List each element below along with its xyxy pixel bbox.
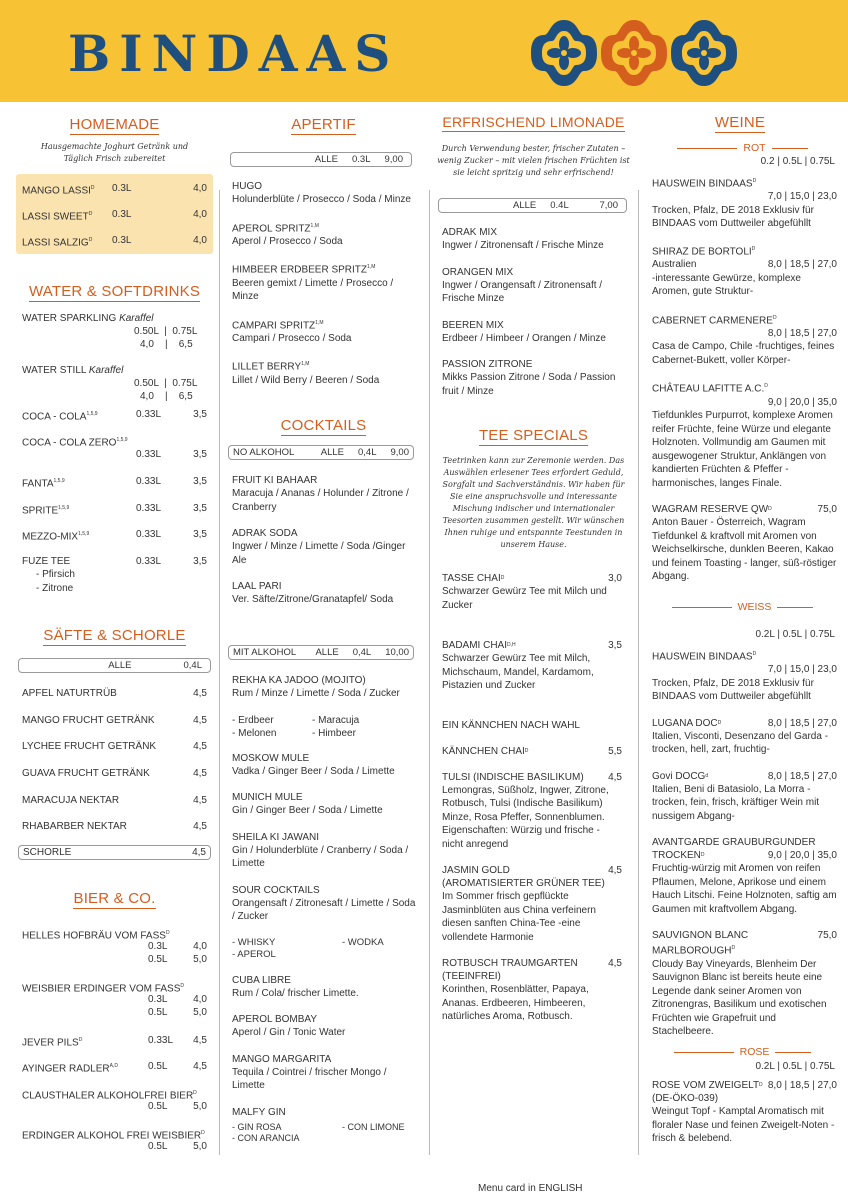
rot-list (652, 175, 837, 584)
list-item: APEROL $SPRITZ^{1,M}$ Aperol / Prosecco / Soda (232, 222, 343, 247)
list-item: HIMBEER ERDBEER $SPRITZ^{1,M}$ Beeren gemixt / Limette / Prosecco / Minze (232, 264, 394, 303)
header-banner (0, 0, 848, 102)
rot-sizes: 0.2 | 0.5L | 0.75L (760, 156, 835, 167)
tee-title: TEE SPECIALS (478, 427, 589, 444)
cocktails-title: COCKTAILS (280, 417, 367, 434)
list-item: MANGO FRUCHT GETRÄNK 4,5 (22, 715, 207, 726)
list-item: CUBA LIBRE Rum / Cola/ frischer Limette. (232, 974, 359, 999)
list-item: TULSI (INDISCHE BASILIKUM) 4,5 Lemongras, Süßholz, Ingwer, Zitrone, Rotbusch, Tulsi (Indische Basilikum) Minze, Rosa Pfeffer, Sonnenblumen. Eigenschaften: Würzig und frische - nicht anregend (442, 771, 622, 850)
list-item: GUAVA FRUCHT GETRÄNK 4,5 (22, 768, 207, 779)
list-item: APEROL BOMBAY Aperol / Gin / Tonic Water (232, 1014, 346, 1038)
list-item: ROTBUSCH TRAUMGARTEN 4,5 (TEEINFREI) Korinthen, Rosenblätter, Papaya, Ananas. Erdbeeren, Himbeeren, natürliches Aroma, Rotbusch. (442, 958, 622, 1022)
list-item: LASSI $SALZIG^D$ 0.3L 4,0 (22, 235, 207, 249)
na-header: NO ALKOHOL ALLE 0,4L 9,00 (228, 445, 414, 460)
list-item: JASMIN GOLD 4,5 (AROMATISIERTER GRÜNER TEE) Im Sommer frisch gepflückte Jasminblüten aus China verfeinern diesen sanften China-Tee -eine vollendete Harmonie (442, 865, 622, 943)
rose-label: ROSE (650, 1046, 835, 1058)
list-item: WAGRAM RESERVE QW D 75,0 Anton Bauer - Österreich, Wagram Tiefdunkel & kraftvoll mit Aromen von Weichselkirsche, dunklen Beeren, Kakao und feinem Toasting - langer, süß-röstiger Abgang. (652, 504, 837, 583)
schorle-row: SCHORLE 4,5 (18, 845, 211, 860)
homemade-list (16, 174, 213, 254)
list-item: AYINGER $RADLER^{A,D}$ 0.5L 4,5 (22, 1061, 207, 1075)
list-item: ADRAK SODA Ingwer / Minze / Limette / Soda /Ginger Ale (232, 528, 406, 566)
weiss-list (652, 648, 837, 1039)
list-item: MANGO MARGARITA Tequila / Cointrei / frischer Mongo / Limette (232, 1053, 387, 1091)
list-item: SOUR COCKTAILS Orangensaft / Zitronesaft / Limette / Soda / Zucker - WHISKY - WODKA - APEROL (232, 884, 416, 960)
list-item: BEEREN MIX Erdbeer / Himbeer / Orangen / Minze (442, 319, 606, 344)
list-item: ADRAK MIX Ingwer / Zitronensaft / Frische Minze (442, 227, 604, 251)
column-divider (429, 190, 430, 1155)
saefte-header: ALLE 0,4L (18, 658, 211, 673)
weine-title: WEINE (714, 114, 766, 131)
saefte-title: SÄFTE & SCHORLE (43, 627, 186, 644)
brand-logo: BINDAAS (68, 24, 400, 83)
list-item: PASSION ZITRONE Mikks Passion Zitrone / Soda / Passion fruit / Minze (442, 359, 616, 397)
list-item: LUGANA DOC D 8,0 | 18,5 | 27,0 Italien, Visconti, Desenzano del Garda -trocken, hell, zart, fruchtig- (652, 717, 837, 756)
list-item: LAAL PARI Ver. Säfte/Zitrone/Granatapfel/ Soda (232, 581, 394, 605)
list-item: WATER SPARKLING Karaffel 0.50L | 0.75L 4,0 | 6,5 (22, 313, 198, 350)
list-item: ERDINGER ALKOHOL FREI $WEISBIER^D$ 0.5L 5,0 (22, 1130, 207, 1152)
footer-note: Menu card in ENGLISH (478, 1183, 583, 1194)
list-item: APFEL NATURTRÜB 4,5 (22, 688, 207, 699)
limonade-subtitle: Durch Verwendung bester, frischer Zutaten – wenig Zucker – mit vielen frischen Früchten ist sie leicht spritzig und sehr erfrischend! (437, 144, 630, 177)
list-item: Govi DOCG d 8,0 | 18,5 | 27,0 Italien, Beni di Batasiolo, La Morra -trocken, fein, frisch, kräftiger Wein mit nussigem Abgang- (652, 770, 837, 822)
rot-label: ROT (650, 142, 835, 154)
limonade-list (442, 226, 627, 398)
list-item: WEISBIER ERDINGER VOM $FASS^D$ 0.3L 4,0 0.5L 5,0 (22, 983, 207, 1018)
list-item: RHABARBER NEKTAR 4,5 (22, 821, 207, 832)
list-item: MOSKOW MULE Vadka / Ginger Beer / Soda / Limette (232, 752, 395, 777)
rose-sizes: 0.2L | 0.5L | 0.75L (755, 1061, 835, 1072)
list-item: ORANGEN MIX Ingwer / Orangensaft / Zitronensaft / Frische Minze (442, 266, 603, 304)
list-item: TASSE CHAI D 3,0 Schwarzer Gewürz Tee mit Milch und Zucker (442, 573, 622, 611)
al-header: MIT ALKOHOL ALLE 0,4L 10,00 (228, 645, 414, 660)
apertif-list (232, 180, 417, 387)
list-item: KÄNNCHEN CHAI D 5,5 (442, 745, 622, 757)
list-item: FUZE TEE 0.33L 3,5 - Pfirsich - Zitrone (22, 556, 207, 594)
limonade-title: ERFRISCHEND LIMONADE (442, 114, 625, 130)
list-item: LASSI $SWEET^D$ 0.3L 4,0 (22, 209, 207, 223)
list-item: BADAMI CHAI D,H 3,5 Schwarzer Gewürz Tee mit Milch, Michschaum, Mandel, Kardamom, Pistazien und Zucker (442, 640, 622, 691)
list-item: LILLET $BERRY^{1,M}$ Lillet / Wild Berry / Beeren / Soda (232, 361, 380, 386)
list-item: AVANTGARDE GRAUBURGUNDER TROCKEN D 9,0 | 20,0 | 35,0 Fruchtig-würzig mit Aromen von reifen Pflaumen, Melone, Aprikose und einem Hauch Litschi. Feine Holznoten, saftig am Gaumen mit kraftvollem Abgang. (652, 837, 837, 915)
list-item: HAUSWEIN $BINDAAS^D$ 7,0 | 15,0 | 23,0 Trocken, Pfalz, DE 2018 Exklusiv für BINDAAS vom Duttweiler abgefühllt (652, 178, 837, 230)
list-item: CHÂTEAU LAFITTE A.C.$^D$ 9,0 | 20,0 | 35,0 Tiefdunkles Purpurrot, komplexe Aromen reifer Früchte, feine Würze und elegante Holznoten. Vollmundig am Gaumen mit ausgewogener Struktur, Anklängen von kandierten Früchten & Pfeffer - harmonisches, langes Finale. (652, 383, 837, 489)
water-title: WATER & SOFTDRINKS (28, 283, 201, 300)
list-item: HAUSWEIN $BINDAAS^D$ 7,0 | 15,0 | 23,0 Trocken, Pfalz, DE 2018 Exklusiv für BINDAAS vom Duttweiler abgefühllt (652, 651, 837, 703)
list-item: REKHA KA JADOO (MOJITO) Rum / Minze / Limette / Soda / Zucker - Erdbeer - Maracuja - Melonen - Himbeer (232, 675, 400, 739)
list-item: CABERNET $CARMENERE^D$ 8,0 | 18,5 | 27,0 Casa de Campo, Chile -fruchtiges, feines Cabernet-Bukett, voller Körper- (652, 314, 837, 366)
column-divider (638, 190, 639, 1155)
weiss-label: WEISS (650, 601, 835, 613)
list-item: HUGO Holunderblüte / Prosecco / Soda / Minze (232, 181, 411, 205)
list-item: FANTA$^{1,5,9}$ 0.33L 3,5 (22, 476, 207, 490)
list-item: MUNICH MULE Gin / Ginger Beer / Soda / Limette (232, 792, 383, 816)
limonade-header: ALLE 0.4L 7,00 (438, 198, 627, 213)
tee-subtitle: Teetrinken kann zur Zeremonie werden. Das Auswählen erlesener Tees erfordert Geduld, Sorgfalt und Sachverständnis. Wir haben für Sie eine anspruchsvolle und interessante Mischung indischer und internationaler Teesorten zusammen gestellt. Wir wünschen Ihnen ruhige und entspannte Teestunden in unserem Hause. (442, 456, 625, 549)
column-1 (16, 110, 213, 165)
list-item: MARACUJA NEKTAR 4,5 (22, 795, 207, 806)
tee-list (442, 572, 622, 1024)
list-item: FRUIT KI BAHAAR Maracuja / Ananas / Holunder / Zitrone / Cranberry (232, 475, 409, 513)
apertif-title: APERTIF (291, 116, 356, 133)
kaennchen-wahl: EIN KÄNNCHEN NACH WAHL (442, 719, 580, 731)
water-section (16, 283, 213, 406)
column-divider (219, 190, 220, 1155)
list-item: SPRITE$^{1,5,9}$ 0.33L 3,5 (22, 503, 207, 517)
list-item: MANGO $LASSI^D$ 0.3L 4,0 (22, 183, 207, 197)
al-list (232, 674, 417, 1144)
list-item: HELLES HOFBRÄU VOM $FASS^D$ 0.3L 4,0 0.5L 5,0 (22, 930, 207, 965)
list-item: SHIRAZ DE $BORTOLI^D$ Australien 8,0 | 18,5 | 27,0 -interessante Gewürze, komplexe Aromen, gute Struktur- (652, 245, 837, 298)
list-item: ROSE VOM ZWEIGELT D 8,0 | 18,5 | 27,0 (DE-ÖKO-039) Weingut Topf - Kamptal Aromatisch mit floraler Nase und feinen Zweigelt-Noten - frisch & belebend. (652, 1080, 837, 1144)
ornament-tiles-icon (529, 18, 739, 88)
bier-title: BIER & CO. (73, 890, 156, 907)
weiss-sizes: 0.2L | 0.5L | 0.75L (755, 629, 835, 640)
homemade-subtitle: Hausgemachte Joghurt Getränk und Täglich Frisch zubereitet (40, 142, 189, 163)
list-item: SAUVIGNON BLANC 75,0 $MARLBOROUGH^D$ Cloudy Bay Vineyards, Blenheim Der Sauvignon Blanc ist bereits heute eine Legende dank seiner Aromen von Zitronengras, Basilikum und exotischen Früchten wie Grapefruit und Stachelbeere. (652, 930, 837, 1038)
list-item: LYCHEE FRUCHT GETRÄNK 4,5 (22, 741, 207, 752)
apertif-header: ALLE 0.3L 9,00 (230, 152, 412, 167)
list-item: CLAUSTHALER ALKOHOLFREI $BIER^D$ 0.5L 5,0 (22, 1090, 207, 1112)
list-item: SHEILA KI JAWANI Gin / Holunderblüte / Cranberry / Soda / Limette (232, 831, 409, 869)
list-item: CAMPARI $SPRITZ^{1,M}$ Campari / Prosecco / Soda (232, 319, 352, 344)
list-item: MALFY GIN - GIN ROSA - CON LIMONE - CON ARANCIA (232, 1106, 405, 1143)
na-list (232, 474, 417, 607)
list-item: COCA - COLA ZERO$^{1,5,9}$ 0.33L 3,5 (22, 437, 207, 460)
list-item: JEVER $PILS^D$ 0.33L 4,5 (22, 1035, 207, 1049)
list-item: COCA - COLA$^{1,5,9}$ 0.33L 3,5 (22, 409, 207, 423)
list-item: WATER STILL Karaffel 0.50L | 0.75L 4,0 | 6,5 (22, 365, 198, 402)
list-item: MEZZO-MIX$^{1,5,9}$ 0.33L 3,5 (22, 529, 207, 543)
homemade-title: HOMEMADE (69, 116, 160, 133)
